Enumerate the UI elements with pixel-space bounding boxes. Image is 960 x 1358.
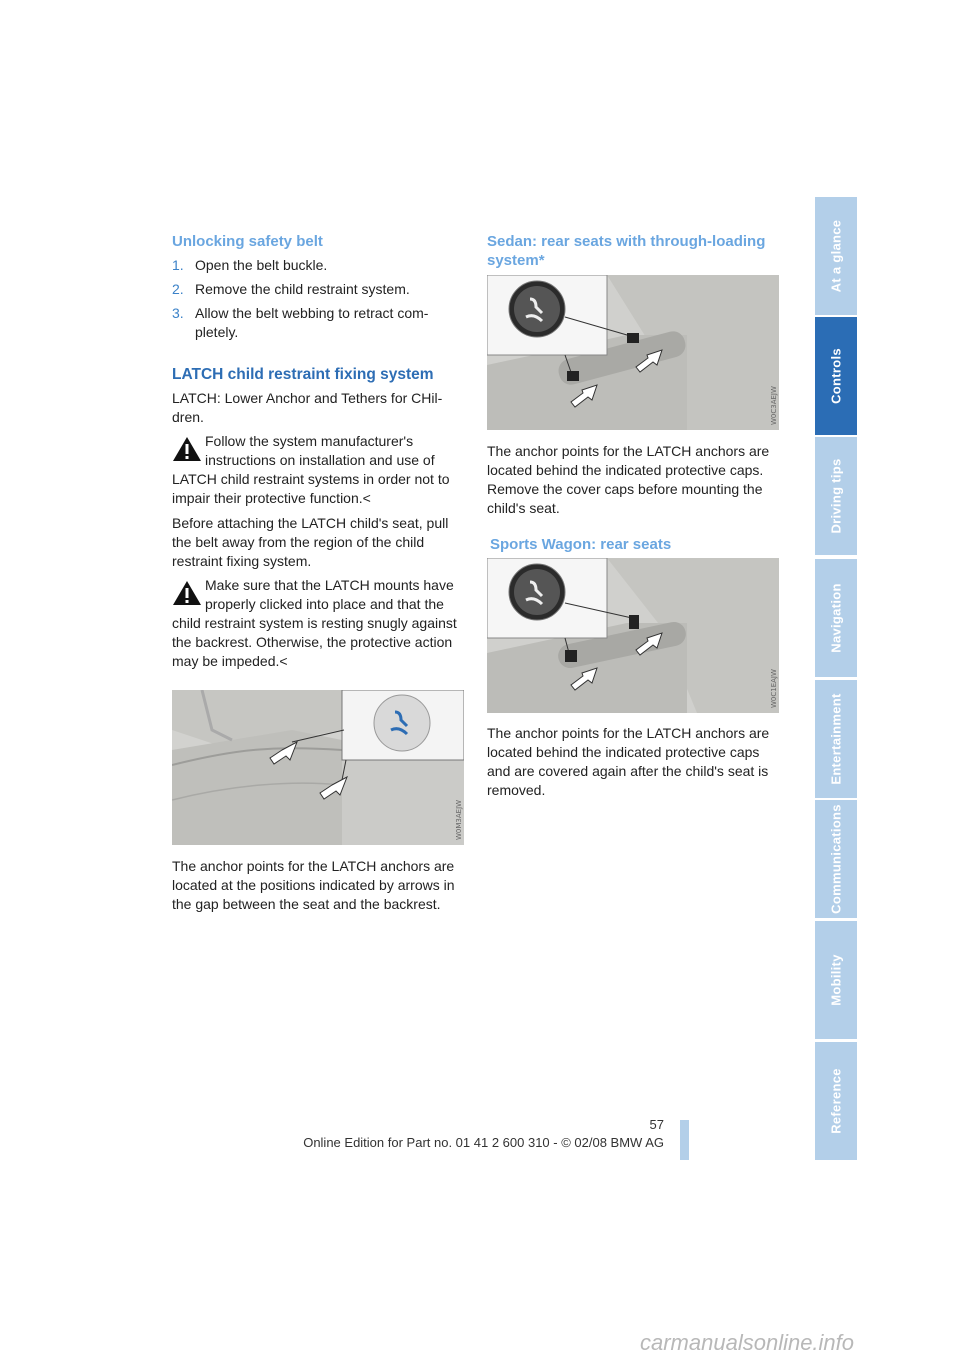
- tab-driving-tips[interactable]: Driving tips: [815, 437, 857, 555]
- list-item: 1. Open the belt buckle.: [172, 257, 328, 273]
- tab-controls[interactable]: Controls: [815, 317, 857, 435]
- tab-entertainment[interactable]: Entertainment: [815, 680, 857, 798]
- latch-heading: LATCH child restraint fixing system: [172, 366, 434, 383]
- image-code: W0C3AEJW: [770, 386, 778, 425]
- tab-mobility[interactable]: Mobility: [815, 921, 857, 1039]
- tab-at-a-glance[interactable]: At a glance: [815, 197, 857, 315]
- list-item: 3. Allow the belt webbing to retract com- pletely.: [172, 305, 429, 340]
- sports-wagon-caption: The anchor points for the LATCH anchors are located behind the indicated protective caps and are covered again after the child's seat is removed.: [487, 725, 770, 798]
- page-number: 57: [649, 1117, 664, 1132]
- tab-navigation[interactable]: Navigation: [815, 559, 857, 677]
- right-column-top: [487, 232, 787, 270]
- tab-reference[interactable]: Reference: [815, 1042, 857, 1160]
- image-code: W0C1EAJW: [770, 669, 778, 708]
- warning-note-1: Follow the system manufacturer's instructions on installation and use of LATCH child restraint systems in order not to impair their protective function.<: [172, 433, 450, 506]
- through-loading-image: [487, 275, 779, 430]
- latch-definition: LATCH: Lower Anchor and Tethers for CHil- dren.: [172, 390, 443, 425]
- list-item: 2. Remove the child restraint system.: [172, 281, 410, 297]
- sedan-rear-seats-image: [172, 690, 464, 845]
- sedan-caption: The anchor points for the LATCH anchors are located at the positions indicated by arrows in the gap between the seat and the backrest.: [172, 858, 455, 912]
- left-column: [172, 232, 467, 711]
- sports-wagon-image: [487, 558, 779, 713]
- unlocking-heading: Unlocking safety belt: [172, 233, 323, 250]
- through-loading-heading: Sedan: rear seats with through-loading system*: [487, 233, 766, 269]
- through-loading-caption: The anchor points for the LATCH anchors are located behind the indicated protective caps. Remove the cover caps before mounting the child's seat. Sports Wagon: rear seats: [487, 442, 787, 554]
- tab-communications[interactable]: Communications: [815, 800, 857, 918]
- footer-marker: [680, 1120, 689, 1160]
- warning-note-2: Make sure that the LATCH mounts have properly clicked into place and that the child restraint system is resting snugly against the backrest. Otherwise, the protective action may be impeded.<: [172, 577, 457, 669]
- watermark: carmanualsonline.info: [640, 1330, 855, 1355]
- warning-triangle-icon: [172, 580, 202, 606]
- image-code: W0M3AEJW: [455, 799, 463, 840]
- chapter-sidebar: [815, 197, 857, 1160]
- attach-instruction: Before attaching the LATCH child's seat, pull the belt away from the region of the child restraint fixing system.: [172, 515, 449, 569]
- footer-edition: Online Edition for Part no. 01 41 2 600 310 - © 02/08 BMW AG: [303, 1135, 664, 1150]
- sports-wagon-heading: Sports Wagon: rear seats: [490, 536, 672, 553]
- warning-triangle-icon: [172, 436, 202, 462]
